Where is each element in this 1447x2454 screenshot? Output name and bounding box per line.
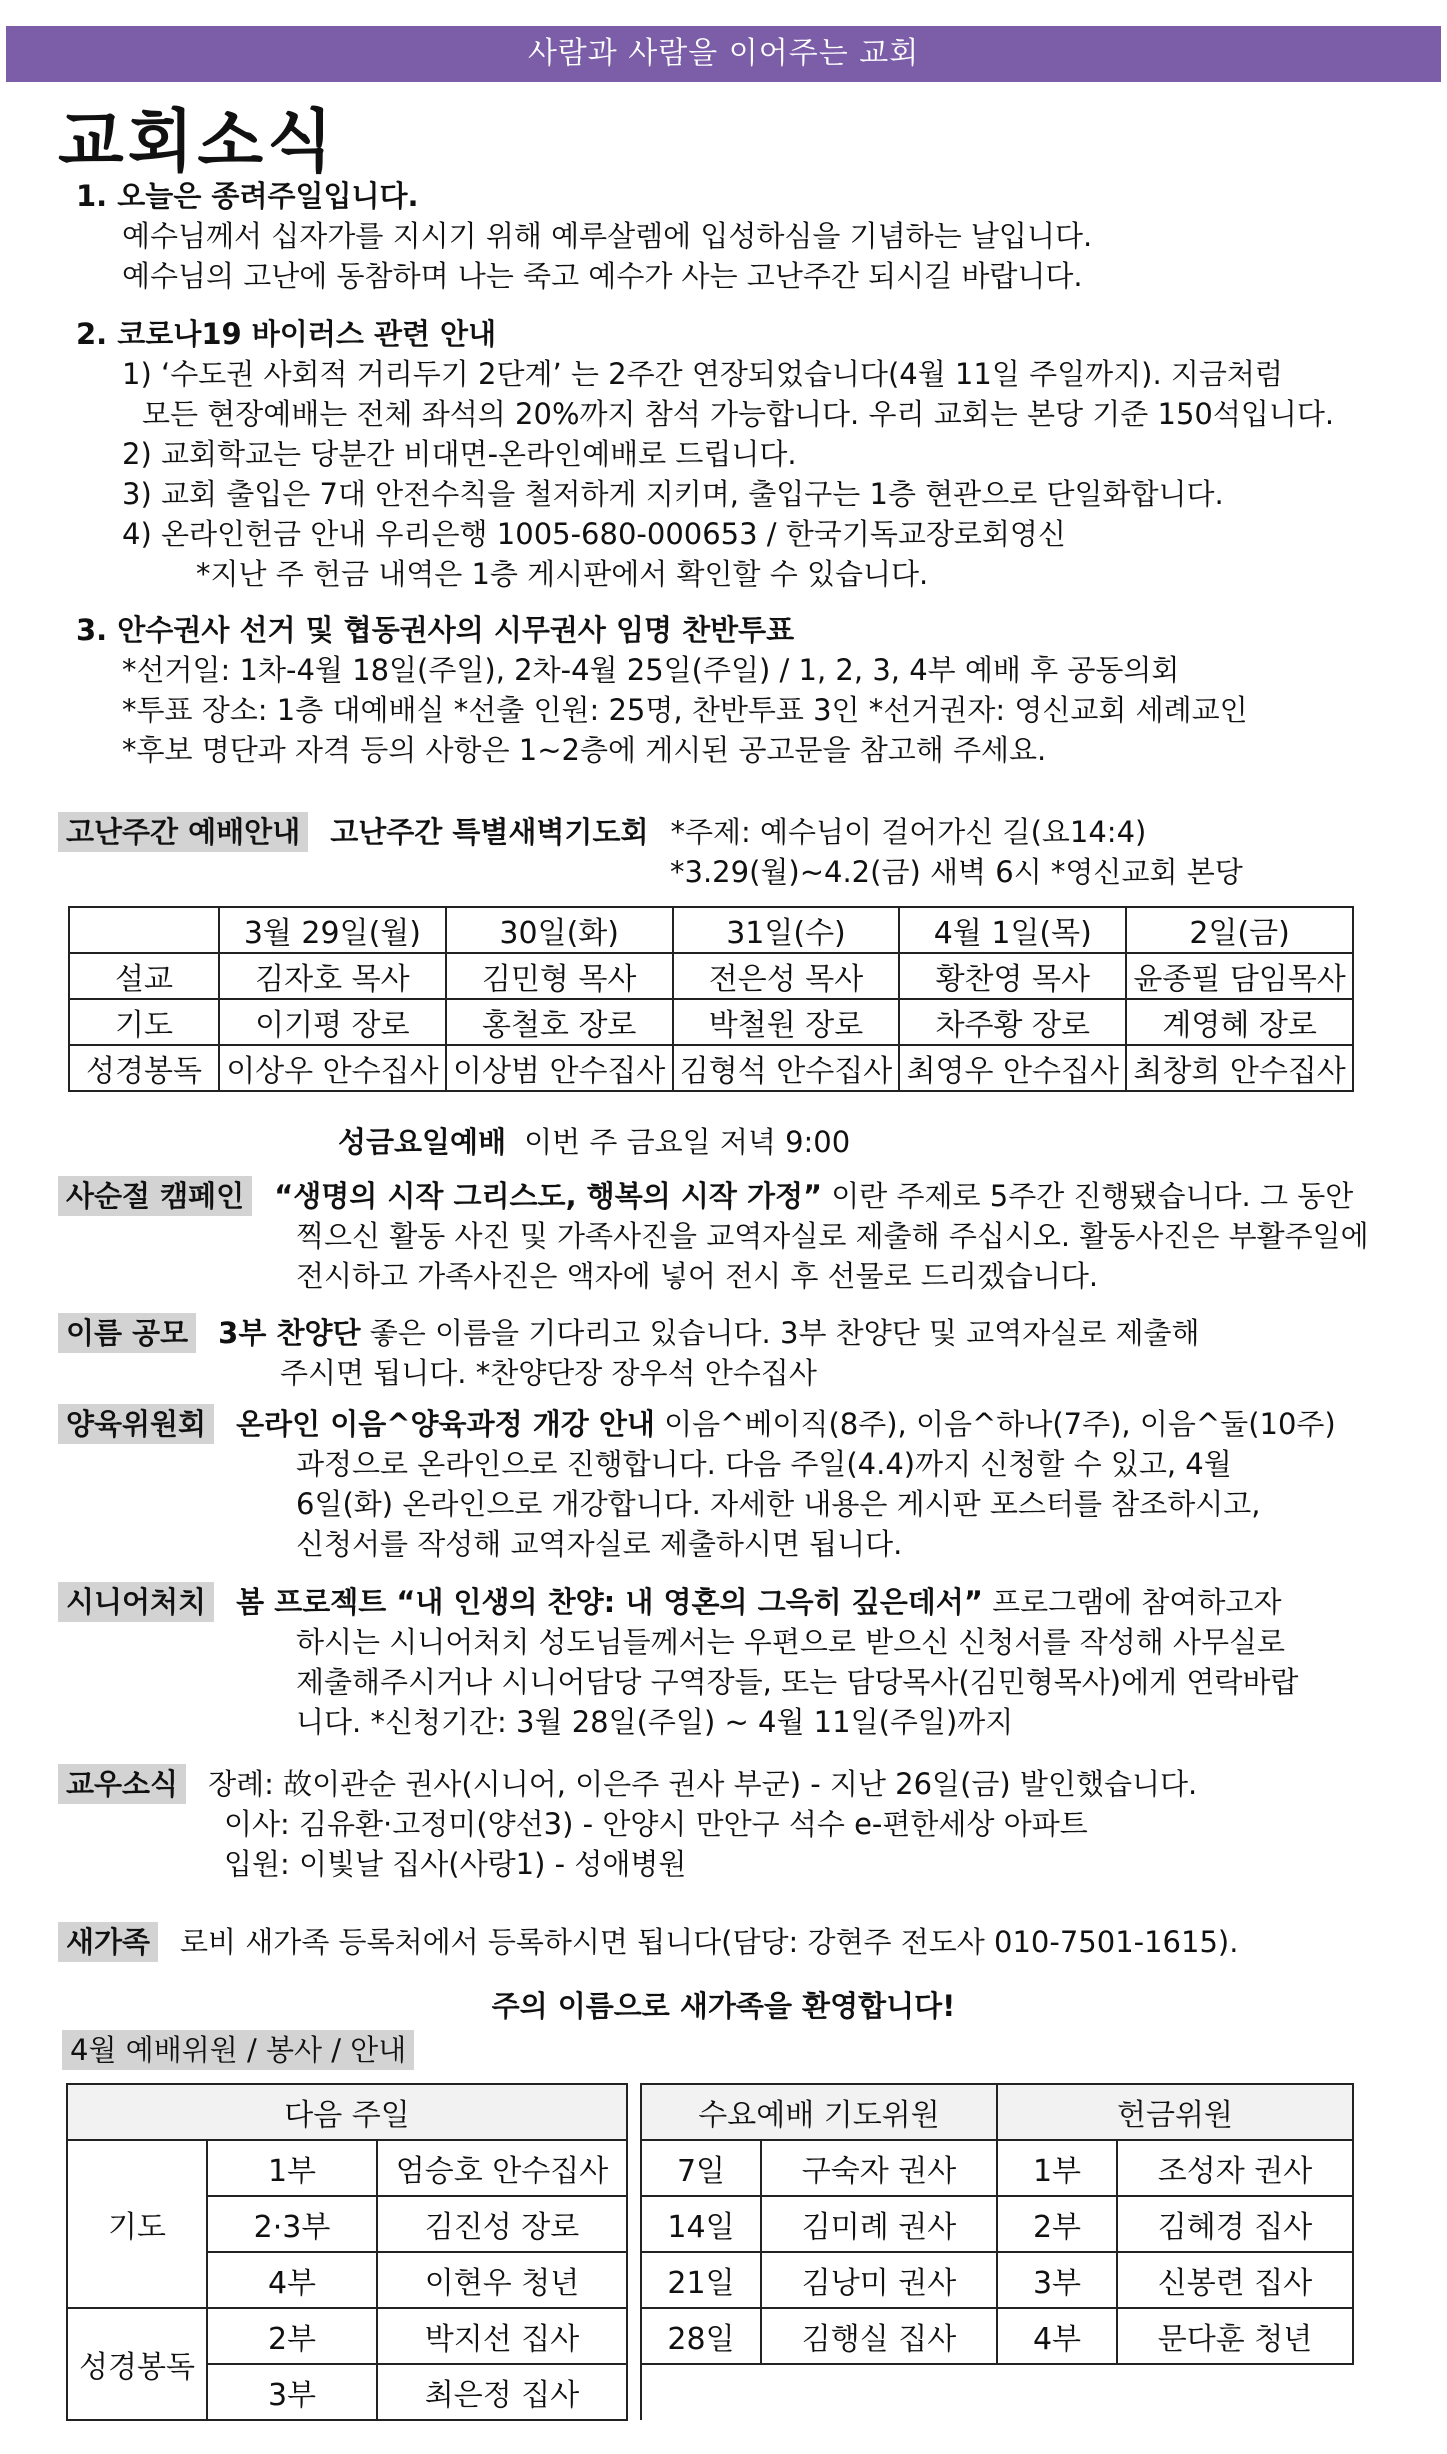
table-cell: 박철원 장로 <box>673 999 900 1045</box>
news-item-3 <box>76 610 1376 770</box>
row-label: 기도 <box>67 2140 207 2308</box>
news-text: *투표 장소: 1층 대예배실 *선출 인원: 25명, 찬반투표 3인 *선거권자: 영신교회 세례교인 <box>122 693 1248 727</box>
table-row <box>69 999 1353 1045</box>
notice-text: 전시하고 가족사진은 액자에 넣어 전시 후 선물로 드리겠습니다. <box>296 1259 1099 1293</box>
table-cell <box>69 907 219 953</box>
table-cell: 김진성 장로 <box>377 2196 627 2252</box>
row-label: 기도 <box>69 999 219 1045</box>
table-cell: 1부 <box>997 2140 1117 2196</box>
table-header: 4월 1일(목) <box>899 907 1126 953</box>
table-cell: 김미례 권사 <box>761 2196 997 2252</box>
subheading: 봄 프로젝트 “내 인생의 찬양: 내 영혼의 그윽히 깊은데서” <box>236 1585 983 1619</box>
welcome-text: 주의 이름으로 새가족을 환영합니다! <box>491 1989 956 2023</box>
name-contest-notice <box>58 1313 1358 1393</box>
table-row <box>67 2364 1353 2420</box>
passion-week-notice <box>58 812 1358 892</box>
table-header: 30일(화) <box>446 907 673 953</box>
table-cell: 21일 <box>641 2252 761 2308</box>
table-gap <box>627 2140 641 2196</box>
table-cell: 2부 <box>997 2196 1117 2252</box>
notice-text: 찍으신 활동 사진 및 가족사진을 교역자실로 제출해 주십시오. 활동사진은 부활주일에 <box>296 1219 1369 1253</box>
table-cell: 김민형 목사 <box>446 953 673 999</box>
section-tag: 시니어처치 <box>58 1582 214 1622</box>
notice-text: 주시면 됩니다. *찬양단장 장우석 안수집사 <box>280 1356 817 1390</box>
row-label: 성경봉독 <box>69 1045 219 1091</box>
nurture-notice <box>58 1404 1358 1564</box>
news-text: *후보 명단과 자격 등의 사항은 1~2층에 게시된 공고문을 참고해 주세요. <box>122 733 1047 767</box>
notice-text: 이번 주 금요일 저녁 9:00 <box>524 1125 851 1159</box>
notice-text: 장례: 故이관순 권사(시니어, 이은주 권사 부군) - 지난 26일(금) 발인했습니다. <box>208 1767 1198 1801</box>
row-label: 설교 <box>69 953 219 999</box>
table-cell: 김혜경 집사 <box>1117 2196 1353 2252</box>
table-cell: 김낭미 권사 <box>761 2252 997 2308</box>
subheading: 3부 찬양단 <box>218 1316 361 1350</box>
news-text: 1) ‘수도권 사회적 거리두기 2단계’ 는 2주간 연장되었습니다(4월 11일 주일까지). 지금처럼 <box>122 357 1283 391</box>
table-cell: 2·3부 <box>207 2196 377 2252</box>
news-heading: 1. 오늘은 종려주일입니다. <box>76 179 419 213</box>
table-row <box>67 2252 1353 2308</box>
notice-text: 이란 주제로 5주간 진행됐습니다. 그 동안 <box>822 1179 1354 1213</box>
table-cell: 최창희 안수집사 <box>1126 1045 1353 1091</box>
table-header: 3월 29일(월) <box>219 907 446 953</box>
table-cell: 2부 <box>207 2308 377 2364</box>
section-tag: 새가족 <box>58 1922 158 1962</box>
notice-text: 니다. *신청기간: 3월 28일(주일) ~ 4월 11일(주일)까지 <box>296 1705 1014 1739</box>
notice-text: 제출해주시거나 시니어담당 구역장들, 또는 담당목사(김민형목사)에게 연락바랍 <box>296 1665 1299 1699</box>
table-header: 수요예배 기도위원 <box>641 2084 997 2140</box>
notice-text: 신청서를 작성해 교역자실로 제출하시면 됩니다. <box>296 1527 903 1561</box>
subheading: “생명의 시작 그리스도, 행복의 시작 가정” <box>274 1179 823 1213</box>
table-cell: 엄승호 안수집사 <box>377 2140 627 2196</box>
notice-text: 이사: 김유환·고정미(양선3) - 안양시 만안구 석수 e-편한세상 아파트 <box>224 1807 1088 1841</box>
news-heading: 2. 코로나19 바이러스 관련 안내 <box>76 317 497 351</box>
april-volunteers-table <box>66 2083 1354 2421</box>
section-tag: 양육위원회 <box>58 1404 214 1444</box>
table-cell: 신봉련 집사 <box>1117 2252 1353 2308</box>
table-gap <box>627 2308 641 2364</box>
table-cell: 4부 <box>997 2308 1117 2364</box>
table-cell: 이현우 청년 <box>377 2252 627 2308</box>
table-header: 2일(금) <box>1126 907 1353 953</box>
notice-text: 과정으로 온라인으로 진행합니다. 다음 주일(4.4)까지 신청할 수 있고, 4월 <box>296 1447 1232 1481</box>
table-gap <box>627 2252 641 2308</box>
table-gap <box>627 2084 641 2140</box>
table-cell: 계영혜 장로 <box>1126 999 1353 1045</box>
welcome-message <box>0 1986 1447 2026</box>
table-cell: 조성자 권사 <box>1117 2140 1353 2196</box>
news-text: 2) 교회학교는 당분간 비대면-온라인예배로 드립니다. <box>122 437 797 471</box>
table-cell: 박지선 집사 <box>377 2308 627 2364</box>
news-text: *선거일: 1차-4월 18일(주일), 2차-4월 25일(주일) / 1, 2, 3, 4부 예배 후 공동의회 <box>122 653 1180 687</box>
table-cell: 이기평 장로 <box>219 999 446 1045</box>
notice-text: 좋은 이름을 기다리고 있습니다. 3부 찬양단 및 교역자실로 제출해 <box>360 1316 1200 1350</box>
notice-text: *주제: 예수님이 걸어가신 길(요14:4) <box>670 815 1147 849</box>
table-cell: 김행실 집사 <box>761 2308 997 2364</box>
table-cell: 이상우 안수집사 <box>219 1045 446 1091</box>
page-title: 교회소식 <box>58 102 337 182</box>
table-header: 31일(수) <box>673 907 900 953</box>
section-tag: 이름 공모 <box>58 1313 196 1353</box>
table-row <box>67 2308 1353 2364</box>
table-cell: 최은정 집사 <box>377 2364 627 2420</box>
news-text: 4) 온라인헌금 안내 우리은행 1005-680-000653 / 한국기독교장로회영신 <box>122 517 1066 551</box>
subheading: 고난주간 특별새벽기도회 <box>330 815 649 849</box>
news-item-2 <box>76 314 1376 594</box>
members-news <box>58 1764 1358 1884</box>
notice-text: *3.29(월)~4.2(금) 새벽 6시 *영신교회 본당 <box>670 855 1243 889</box>
table-header: 헌금위원 <box>997 2084 1353 2140</box>
table-cell: 홍철호 장로 <box>446 999 673 1045</box>
april-volunteers-heading <box>62 2030 1362 2070</box>
notice-text: 6일(화) 온라인으로 개강합니다. 자세한 내용은 게시판 포스터를 참조하시고, <box>296 1487 1261 1521</box>
notice-text: 로비 새가족 등록처에서 등록하시면 됩니다(담당: 강현주 전도사 010-7501-1615). <box>180 1925 1239 1959</box>
table-cell: 김형석 안수집사 <box>673 1045 900 1091</box>
table-gap <box>627 2364 641 2420</box>
table-gap <box>641 2364 1353 2420</box>
table-row <box>69 1045 1353 1091</box>
table-cell: 4부 <box>207 2252 377 2308</box>
table-cell: 윤종필 담임목사 <box>1126 953 1353 999</box>
table-cell: 전은성 목사 <box>673 953 900 999</box>
notice-text: 입원: 이빛날 집사(사랑1) - 성애병원 <box>224 1847 687 1881</box>
section-tag: 사순절 캠페인 <box>58 1176 252 1216</box>
news-heading: 3. 안수권사 선거 및 협동권사의 시무권사 임명 찬반투표 <box>76 613 795 647</box>
section-tag: 고난주간 예배안내 <box>58 812 308 852</box>
passion-week-schedule-table <box>68 906 1354 1092</box>
news-text: *지난 주 헌금 내역은 1층 게시판에서 확인할 수 있습니다. <box>196 557 929 591</box>
senior-church-notice <box>58 1582 1358 1742</box>
table-cell: 이상범 안수집사 <box>446 1045 673 1091</box>
header-banner: 사람과 사람을 이어주는 교회 <box>6 26 1441 82</box>
lent-campaign-notice <box>58 1176 1369 1296</box>
news-text: 모든 현장예배는 전체 좌석의 20%까지 참석 가능합니다. 우리 교회는 본당 기준 150석입니다. <box>142 397 1335 431</box>
news-text: 3) 교회 출입은 7대 안전수칙을 철저하게 지키며, 출입구는 1층 현관으로 단일화합니다. <box>122 477 1224 511</box>
table-cell: 김자호 목사 <box>219 953 446 999</box>
table-header: 다음 주일 <box>67 2084 627 2140</box>
table-cell: 문다훈 청년 <box>1117 2308 1353 2364</box>
table-cell: 최영우 안수집사 <box>899 1045 1126 1091</box>
table-cell: 14일 <box>641 2196 761 2252</box>
table-row <box>69 953 1353 999</box>
notice-text: 이음^베이직(8주), 이음^하나(7주), 이음^둘(10주) <box>654 1407 1336 1441</box>
table-cell: 차주황 장로 <box>899 999 1126 1045</box>
notice-text: 하시는 시니어처치 성도님들께서는 우편으로 받으신 신청서를 작성해 사무실로 <box>296 1625 1285 1659</box>
table-cell: 28일 <box>641 2308 761 2364</box>
table-cell: 7일 <box>641 2140 761 2196</box>
notice-text: 프로그램에 참여하고자 <box>982 1585 1282 1619</box>
news-text: 예수님께서 십자가를 지시기 위해 예루살렘에 입성하심을 기념하는 날입니다. <box>122 219 1093 253</box>
table-cell: 구숙자 권사 <box>761 2140 997 2196</box>
table-cell: 3부 <box>207 2364 377 2420</box>
section-tag: 4월 예배위원 / 봉사 / 안내 <box>62 2030 414 2070</box>
table-cell: 황찬영 목사 <box>899 953 1126 999</box>
subheading: 온라인 이음^양육과정 개강 안내 <box>236 1407 655 1441</box>
news-item-1 <box>76 176 1376 296</box>
row-label: 성경봉독 <box>67 2308 207 2420</box>
table-row <box>67 2196 1353 2252</box>
table-row <box>67 2140 1353 2196</box>
news-text: 예수님의 고난에 동참하며 나는 죽고 예수가 사는 고난주간 되시길 바랍니다. <box>122 259 1083 293</box>
new-family-notice <box>58 1922 1358 1962</box>
section-tag: 교우소식 <box>58 1764 186 1804</box>
good-friday-notice <box>338 1122 1447 1162</box>
table-gap <box>627 2196 641 2252</box>
table-cell: 3부 <box>997 2252 1117 2308</box>
table-cell: 1부 <box>207 2140 377 2196</box>
subheading: 성금요일예배 <box>338 1125 507 1159</box>
